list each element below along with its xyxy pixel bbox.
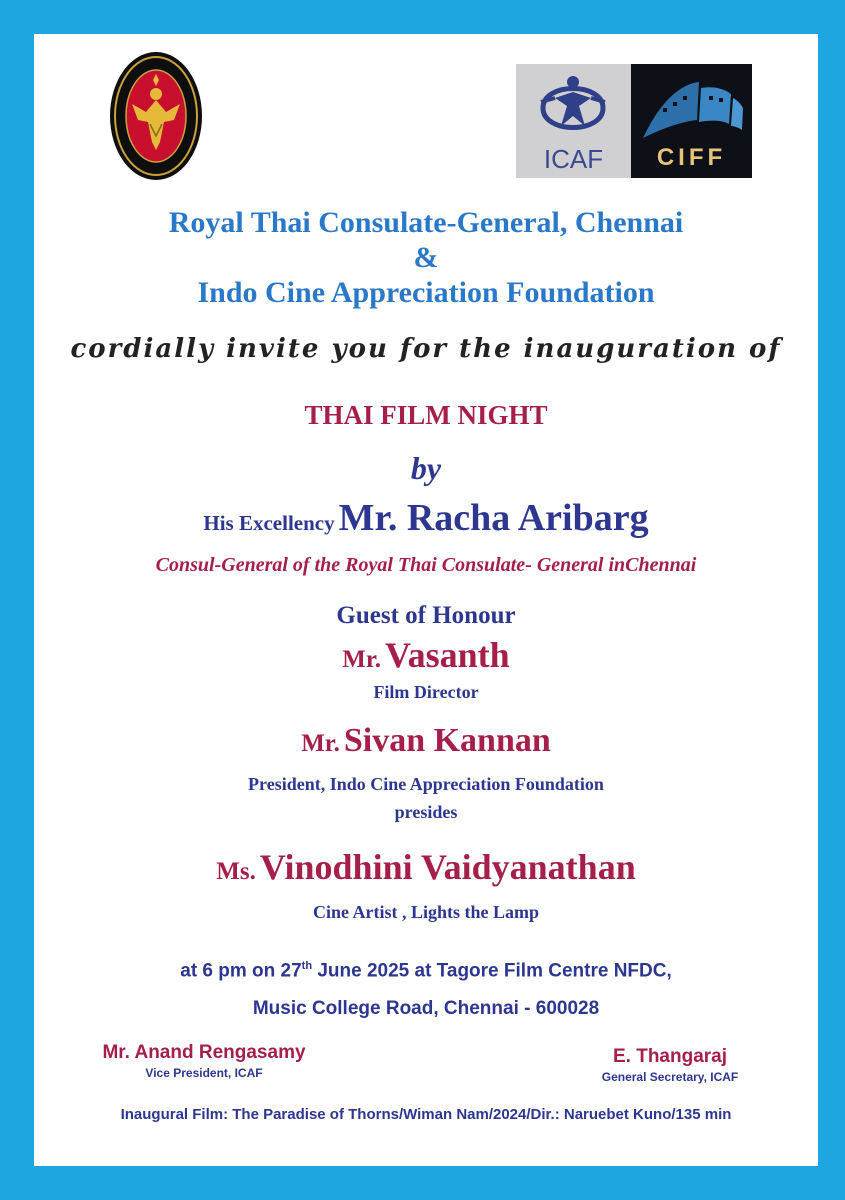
icaf-logo-text: ICAF <box>543 144 604 174</box>
guest-name: Vasanth <box>384 635 510 675</box>
invitation-card <box>34 34 818 1166</box>
guest-honorific: Mr. <box>342 646 381 673</box>
lamp-name: Vinodhini Vaidyanathan <box>259 847 636 887</box>
lamp-role: Cine Artist , Lights the Lamp <box>312 902 539 922</box>
signatory-right-name: E. Thangaraj <box>612 1046 728 1067</box>
signatory-left <box>74 1042 334 1080</box>
presider-role: President, Indo Cine Appreciation Foundation <box>248 774 604 794</box>
guest-role: Film Director <box>373 682 479 702</box>
signatory-right-role: General Secretary, ICAF <box>601 1070 739 1084</box>
royal-thai-emblem-logo <box>108 50 204 182</box>
venue-line-2: Music College Road, Chennai - 600028 <box>252 998 600 1019</box>
icaf-figure-icon <box>533 68 613 144</box>
guest-of-honour-heading: Guest of Honour <box>336 602 516 629</box>
presider-honorific: Mr. <box>301 730 340 757</box>
date-suffix: th <box>301 960 313 972</box>
chief-guest <box>34 496 818 540</box>
inaugural-film-footer: Inaugural Film: The Paradise of Thorns/Wiman Nam/2024/Dir.: Naruebet Kuno/135 min <box>120 1106 732 1123</box>
lamp-honorific: Ms. <box>216 858 256 885</box>
ciff-logo <box>631 64 752 178</box>
host-line-1: Royal Thai Consulate-General, Chennai <box>168 206 684 239</box>
presider-action: presides <box>394 802 458 822</box>
event-title: THAI FILM NIGHT <box>304 400 548 430</box>
lamp-lighter <box>34 846 818 888</box>
chief-guest-prefix: His Excellency <box>203 511 335 535</box>
icaf-logo <box>516 64 631 178</box>
film-strip-icon <box>639 74 745 140</box>
venue-place: June 2025 at Tagore Film Centre NFDC, <box>312 960 672 982</box>
presider <box>34 722 818 760</box>
chief-guest-title: Consul-General of the Royal Thai Consulate- General inChennai <box>155 554 697 576</box>
signatory-left-name: Mr. Anand Rengasamy <box>102 1042 306 1063</box>
venue-time-date: at 6 pm on 27 <box>180 960 302 982</box>
host-line-2: Indo Cine Appreciation Foundation <box>197 276 655 309</box>
by-text: by <box>410 450 442 486</box>
guest-of-honour <box>34 634 818 676</box>
signatory-left-role: Vice President, ICAF <box>145 1066 263 1080</box>
venue-line-1 <box>34 960 818 982</box>
host-ampersand: & <box>413 241 439 274</box>
signatory-right <box>570 1046 770 1084</box>
presider-name: Sivan Kannan <box>343 722 551 759</box>
ciff-logo-text: CIFF <box>656 144 727 171</box>
invitation-line: cordially invite you for the inauguration of <box>70 334 782 364</box>
icaf-ciff-logos <box>516 64 752 178</box>
chief-guest-name: Mr. Racha Aribarg <box>338 497 649 539</box>
